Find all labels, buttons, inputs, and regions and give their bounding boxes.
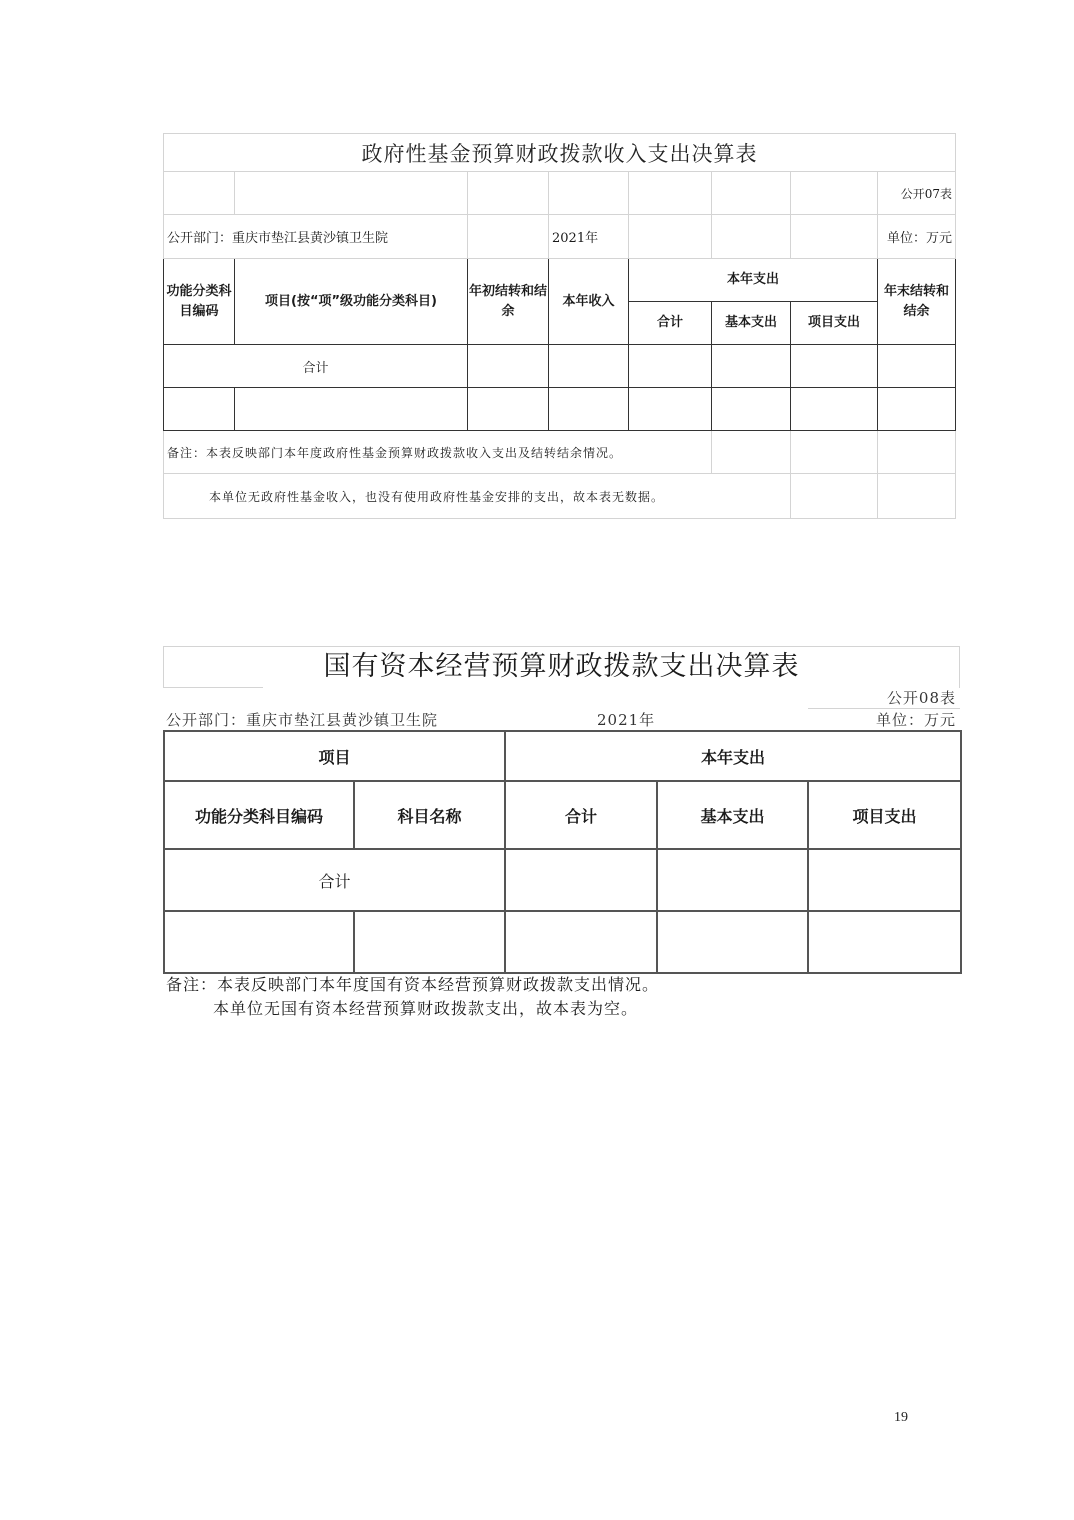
table-07-dept: 公开部门：重庆市垫江县黄沙镇卫生院: [164, 215, 468, 259]
table-08-dept: 公开部门：重庆市垫江县黄沙镇卫生院: [166, 711, 439, 729]
page-number: 19: [894, 1410, 908, 1425]
header-end-balance: 年末结转和结余: [878, 259, 956, 345]
table-07-unit: 单位：万元: [878, 215, 956, 259]
table-08-rule: [808, 708, 960, 709]
table-07: [163, 133, 956, 519]
table-08-year: 2021年: [597, 711, 656, 729]
total-row-label: 合计: [164, 849, 505, 911]
header-expense: 本年支出: [505, 731, 961, 781]
header-basic: 基本支出: [657, 781, 808, 849]
header-total: 合计: [505, 781, 657, 849]
table-08-note1: 备注：本表反映部门本年度国有资本经营预算财政拨款支出情况。: [166, 975, 660, 994]
table-08-code: 公开08表: [886, 689, 956, 707]
table-08-note2: 本单位无国有资本经营预算财政拨款支出，故本表为空。: [213, 999, 639, 1018]
table-08-unit: 单位：万元: [875, 711, 956, 729]
header-code: 功能分类科目编码: [164, 781, 354, 849]
table-08-title: 国有资本经营预算财政拨款支出决算表: [163, 646, 960, 688]
header-item: 项目(按“项”级功能分类科目): [235, 259, 468, 345]
table-07-title: 政府性基金预算财政拨款收入支出决算表: [164, 134, 956, 172]
table-08: [163, 730, 962, 974]
header-project: 项目支出: [808, 781, 961, 849]
table-07-note1: 备注：本表反映部门本年度政府性基金预算财政拨款收入支出及结转结余情况。: [164, 431, 712, 474]
header-expense: 本年支出: [629, 259, 878, 302]
header-code: 功能分类科目编码: [164, 259, 235, 345]
header-name: 科目名称: [354, 781, 505, 849]
header-total: 合计: [629, 302, 712, 345]
total-row-label: 合计: [164, 345, 468, 388]
table-07-note2: 本单位无政府性基金收入，也没有使用政府性基金安排的支出，故本表无数据。: [164, 474, 791, 519]
header-item: 项目: [164, 731, 505, 781]
header-project: 项目支出: [791, 302, 878, 345]
header-income: 本年收入: [549, 259, 629, 345]
header-begin-balance: 年初结转和结余: [468, 259, 549, 345]
table-07-year: 2021年: [549, 215, 629, 259]
table-08-rule: [163, 687, 263, 688]
header-basic: 基本支出: [712, 302, 791, 345]
table-07-code: 公开07表: [878, 172, 956, 215]
